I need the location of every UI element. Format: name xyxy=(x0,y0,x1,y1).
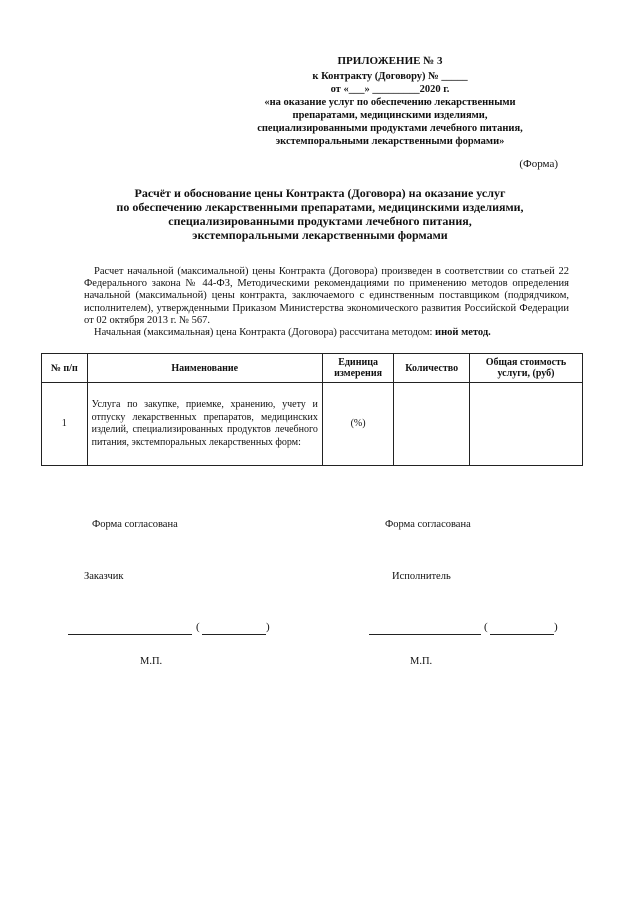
row-qty-cell xyxy=(394,383,470,466)
appendix-subject-line-1: «на оказание услуг по обеспечению лекарственными xyxy=(264,97,516,108)
customer-name-line xyxy=(202,634,266,635)
row-cost-cell xyxy=(470,383,583,466)
appendix-contract-line: к Контракту (Договору) № _____ xyxy=(312,71,468,82)
appendix-subject-line-2: препаратами, медицинскими изделиями, xyxy=(292,110,488,121)
header-cost: Общая стоимость услуги, (руб) xyxy=(470,354,583,383)
contractor-label: Исполнитель xyxy=(392,571,451,582)
contractor-paren-close: ) xyxy=(554,621,558,633)
row-name-cell: Услуга по закупке, приемке, хранению, учету и отпуску лекарственных препаратов, медицинских изделий, специализированных продуктов лечебного питания, экстемпоральных лекарственных форм: xyxy=(87,383,322,466)
left-agreed-label: Форма согласована xyxy=(92,519,178,530)
contractor-signature-line xyxy=(369,634,481,635)
table-header-row xyxy=(42,354,583,383)
calculation-basis-paragraph: Расчет начальной (максимальной) цены Контракта (Договора) произведен в соответствии со статьей 22 Федерального закона № 44-ФЗ, Методическими рекомендациями по применению методов определения начальной (максимальной) цены контракта, заключаемого с единственным поставщиком (подрядчиком, исполнителем), утвержденными Приказом Министерства экономического развития Российской Федерации от 02 октября 2013 г. № 567. xyxy=(84,266,569,326)
header-num: № п/п xyxy=(42,354,88,383)
customer-label: Заказчик xyxy=(84,571,124,582)
row-unit-cell: (%) xyxy=(322,383,394,466)
header-qty: Количество xyxy=(394,354,470,383)
customer-signature-line xyxy=(68,634,192,635)
contractor-paren-open: ( xyxy=(484,621,488,633)
document-title xyxy=(50,186,590,242)
document-title-line-2: по обеспечению лекарственными препаратами, медицинскими изделиями, xyxy=(116,200,524,214)
contractor-seal-label: М.П. xyxy=(410,656,433,667)
appendix-title: ПРИЛОЖЕНИЕ № 3 xyxy=(337,55,443,67)
row-num-cell: 1 xyxy=(42,383,88,466)
document-title-line-1: Расчёт и обоснование цены Контракта (Договора) на оказание услуг xyxy=(134,186,506,200)
document-title-line-4: экстемпоральными лекарственными формами xyxy=(192,228,448,242)
method-value: иной метод. xyxy=(435,327,491,339)
document-title-line-3: специализированными продуктами лечебного питания, xyxy=(168,214,472,228)
body-text xyxy=(84,266,569,339)
price-calculation-table xyxy=(41,353,583,466)
header-unit: Единица измерения xyxy=(322,354,394,383)
header-name: Наименование xyxy=(87,354,322,383)
contractor-name-line xyxy=(490,634,554,635)
method-paragraph xyxy=(84,327,569,339)
form-note: (Форма) xyxy=(519,158,558,170)
appendix-date-line: от «___» _________2020 г. xyxy=(330,84,450,95)
method-prefix: Начальная (максимальная) цена Контракта (Договора) рассчитана методом: xyxy=(94,327,433,339)
customer-paren-open: ( xyxy=(196,621,200,633)
appendix-subject-line-3: специализированными продуктами лечебного питания, xyxy=(257,123,523,134)
customer-paren-close: ) xyxy=(266,621,270,633)
table-row xyxy=(42,383,583,466)
appendix-subject-line-4: экстемпоральными лекарственными формами» xyxy=(275,136,505,147)
right-agreed-label: Форма согласована xyxy=(385,519,471,530)
customer-seal-label: М.П. xyxy=(140,656,163,667)
appendix-header xyxy=(230,55,550,148)
